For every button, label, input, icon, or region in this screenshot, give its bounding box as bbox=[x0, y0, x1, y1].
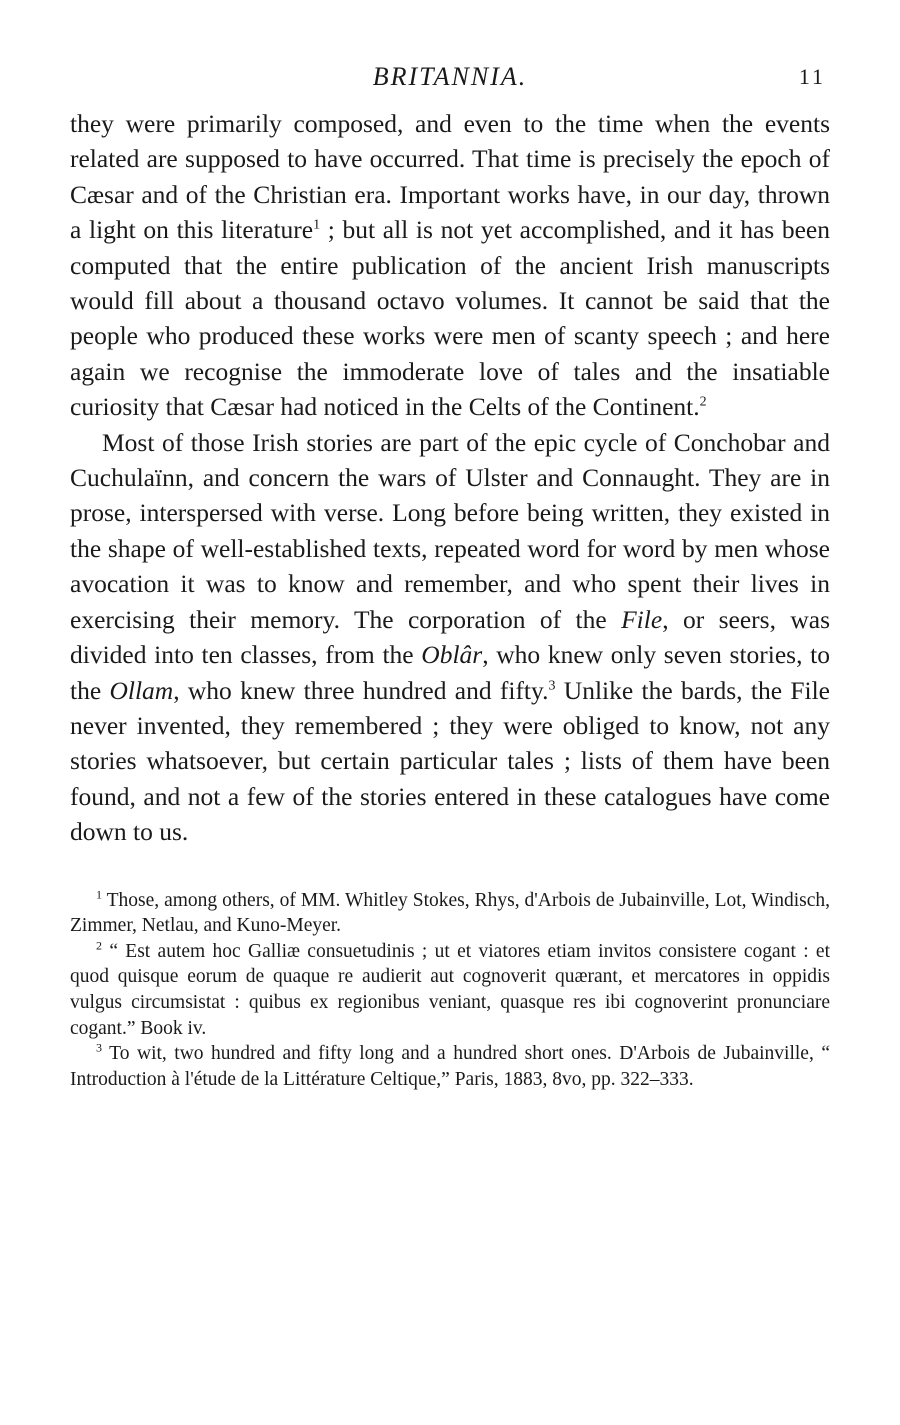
paragraph-2-text-c: , who knew only seven stories, to the bbox=[70, 640, 830, 705]
page-number: 11 bbox=[798, 64, 826, 89]
footnote-3 bbox=[70, 1041, 830, 1092]
term-ollam: Ollam bbox=[109, 675, 174, 705]
footnote-3-text: To wit, two hundred and fifty long and a hundred short ones. D'Arbois de Jubainville, “ Introduction à l'étude de la Littérature Celtique,” Paris, 1883, 8vo, pp. 322–333. bbox=[70, 1043, 830, 1090]
footnote-ref-3: 3 bbox=[548, 678, 556, 693]
paragraph-2-text-b: , or seers, was divided into ten classes, from the bbox=[70, 604, 830, 670]
term-oblar: Oblâr bbox=[421, 640, 483, 670]
paragraph-2-text-d: , who knew three hundred and fifty. bbox=[173, 675, 549, 705]
paragraph-2-text-a: Most of those Irish stories are part of the epic cycle of Conchobar and Cuchulaïnn, and concern the wars of Ulster and Connaught. They are in prose, interspersed with verse. Long before being written, they existed in the shape of well-established texts, repeated word for word by men whose avocation it was to know and remember, and who spent their lives in exercising their memory. The corporation of the bbox=[70, 427, 830, 634]
paragraph-1-text-a: they were primarily composed, and even to the time when the events related are supposed to have occurred. That time is precisely the epoch of Cæsar and of the Christian era. Important works have, in our day, thrown a light on this literature bbox=[70, 109, 830, 245]
paragraph-2-text-e: Unlike the bards, the File never invented, they remembered ; they were obliged to know, not any stories whatsoever, but certain particular tales ; lists of them have been found, and not a few of the stories entered in these catalogues have come down to us. bbox=[70, 675, 830, 847]
paragraph-2 bbox=[70, 425, 830, 850]
main-text bbox=[70, 106, 830, 850]
footnote-2-text: “ Est autem hoc Galliæ consuetudinis ; ut et viatores etiam invitos consistere cogant : et quod quisque eorum de quaque re audierit aut cognoverit quærant, et mercatores in oppidis vulgus circumsistat : quibus ex regionibus veniant, quasque res ibi cognoverint pronunciare cogant.” Book iv. bbox=[70, 940, 831, 1039]
paragraph-1-text-b: ; but all is not yet accomplished, and it has been computed that the entire publication of the ancient Irish manuscripts would fill about a thousand octavo volumes. It cannot be said that the people who produced these works were men of scanty speech ; and here again we recognise the immoderate love of tales and the insatiable curiosity that Cæsar had noticed in the Celts of the Continent. bbox=[70, 215, 831, 422]
footnote-ref-1: 1 bbox=[313, 217, 321, 233]
footnote-1-mark: 1 bbox=[96, 887, 102, 902]
footnote-1 bbox=[70, 888, 830, 939]
term-file: File bbox=[621, 604, 663, 634]
book-page bbox=[70, 62, 830, 1092]
running-header bbox=[70, 62, 830, 106]
footnote-2-mark: 2 bbox=[96, 938, 102, 953]
paragraph-1 bbox=[70, 106, 830, 425]
footnotes bbox=[70, 888, 830, 1093]
footnote-2 bbox=[70, 939, 830, 1041]
footnote-3-mark: 3 bbox=[96, 1040, 102, 1055]
footnote-1-text: Those, among others, of MM. Whitley Stokes, Rhys, d'Arbois de Jubainville, Lot, Windisch, Zimmer, Netlau, and Kuno-Meyer. bbox=[70, 889, 830, 937]
footnote-ref-2: 2 bbox=[699, 394, 707, 410]
running-title: BRITANNIA. bbox=[372, 62, 528, 91]
